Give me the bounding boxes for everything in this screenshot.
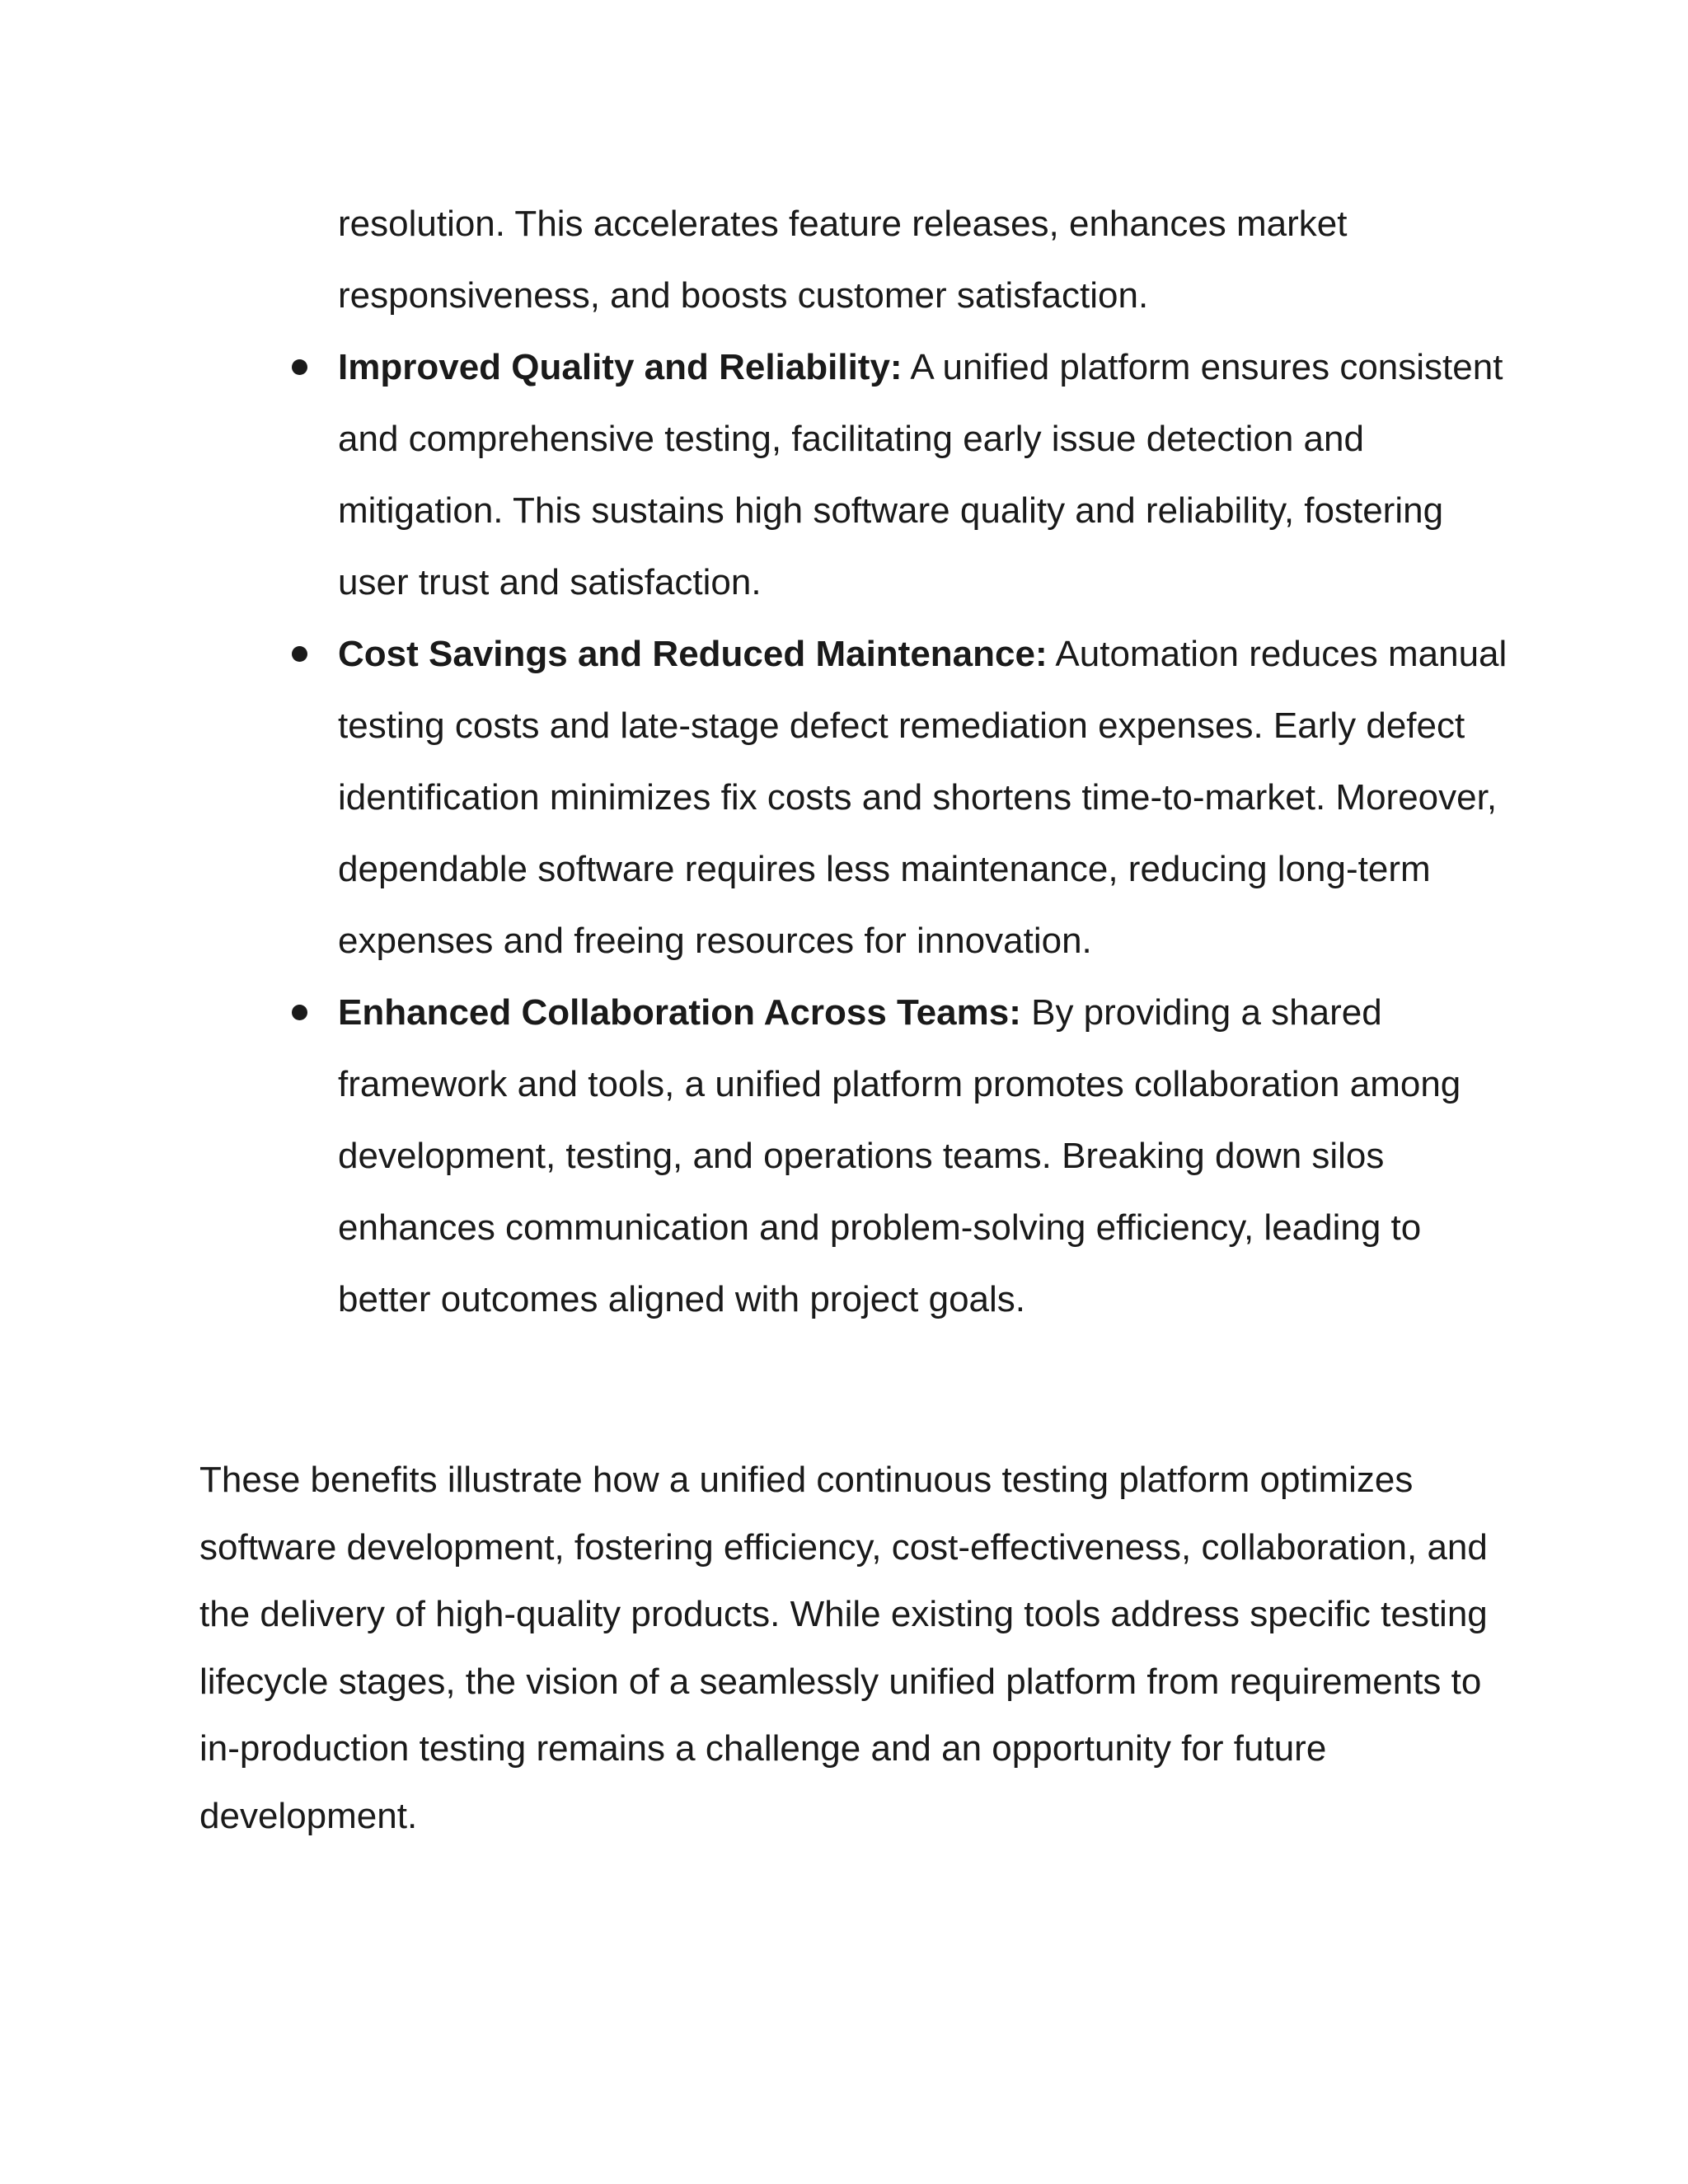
benefits-list [338,331,1508,1335]
bullet-icon [292,646,307,662]
benefit-text: By providing a shared framework and tools, a unified platform promotes collaboration among development, testing, and operations teams. Breaking down silos enhances communication and problem-solving efficiency, leading to better outcomes aligned with project goals. [338,992,1461,1319]
continuation-paragraph: resolution. This accelerates feature releases, enhances market responsiveness, and boosts customer satisfaction. [338,204,1348,316]
benefit-item-quality [338,331,1508,618]
benefit-title: Enhanced Collaboration Across Teams: [338,992,1021,1033]
bullet-icon [292,1005,307,1020]
summary-paragraph: These benefits illustrate how a unified continuous testing platform optimizes software development, fostering efficiency, cost-effectiveness, collaboration, and the delivery of high-quality products. While existing tools address specific testing lifecycle stages, the vision of a seamlessly unified platform from requirements to in-production testing remains a challenge and an opportunity for future development. [199,1460,1488,1836]
benefit-title: Improved Quality and Reliability: [338,347,903,387]
bullet-icon [292,359,307,375]
benefit-title: Cost Savings and Reduced Maintenance: [338,634,1048,674]
benefit-text: Automation reduces manual testing costs and late-stage defect remediation expenses. Early defect identification minimizes fix costs and shortens time-to-market. Moreover, dependable software requires less maintenance, reducing long-term expenses and freeing resources for innovation. [338,634,1507,961]
benefit-text: A unified platform ensures consistent and comprehensive testing, facilitating early issue detection and mitigation. This sustains high software quality and reliability, fostering user trust and satisfaction. [338,347,1503,602]
benefit-item-cost [338,618,1508,977]
benefit-item-collaboration [338,977,1508,1335]
